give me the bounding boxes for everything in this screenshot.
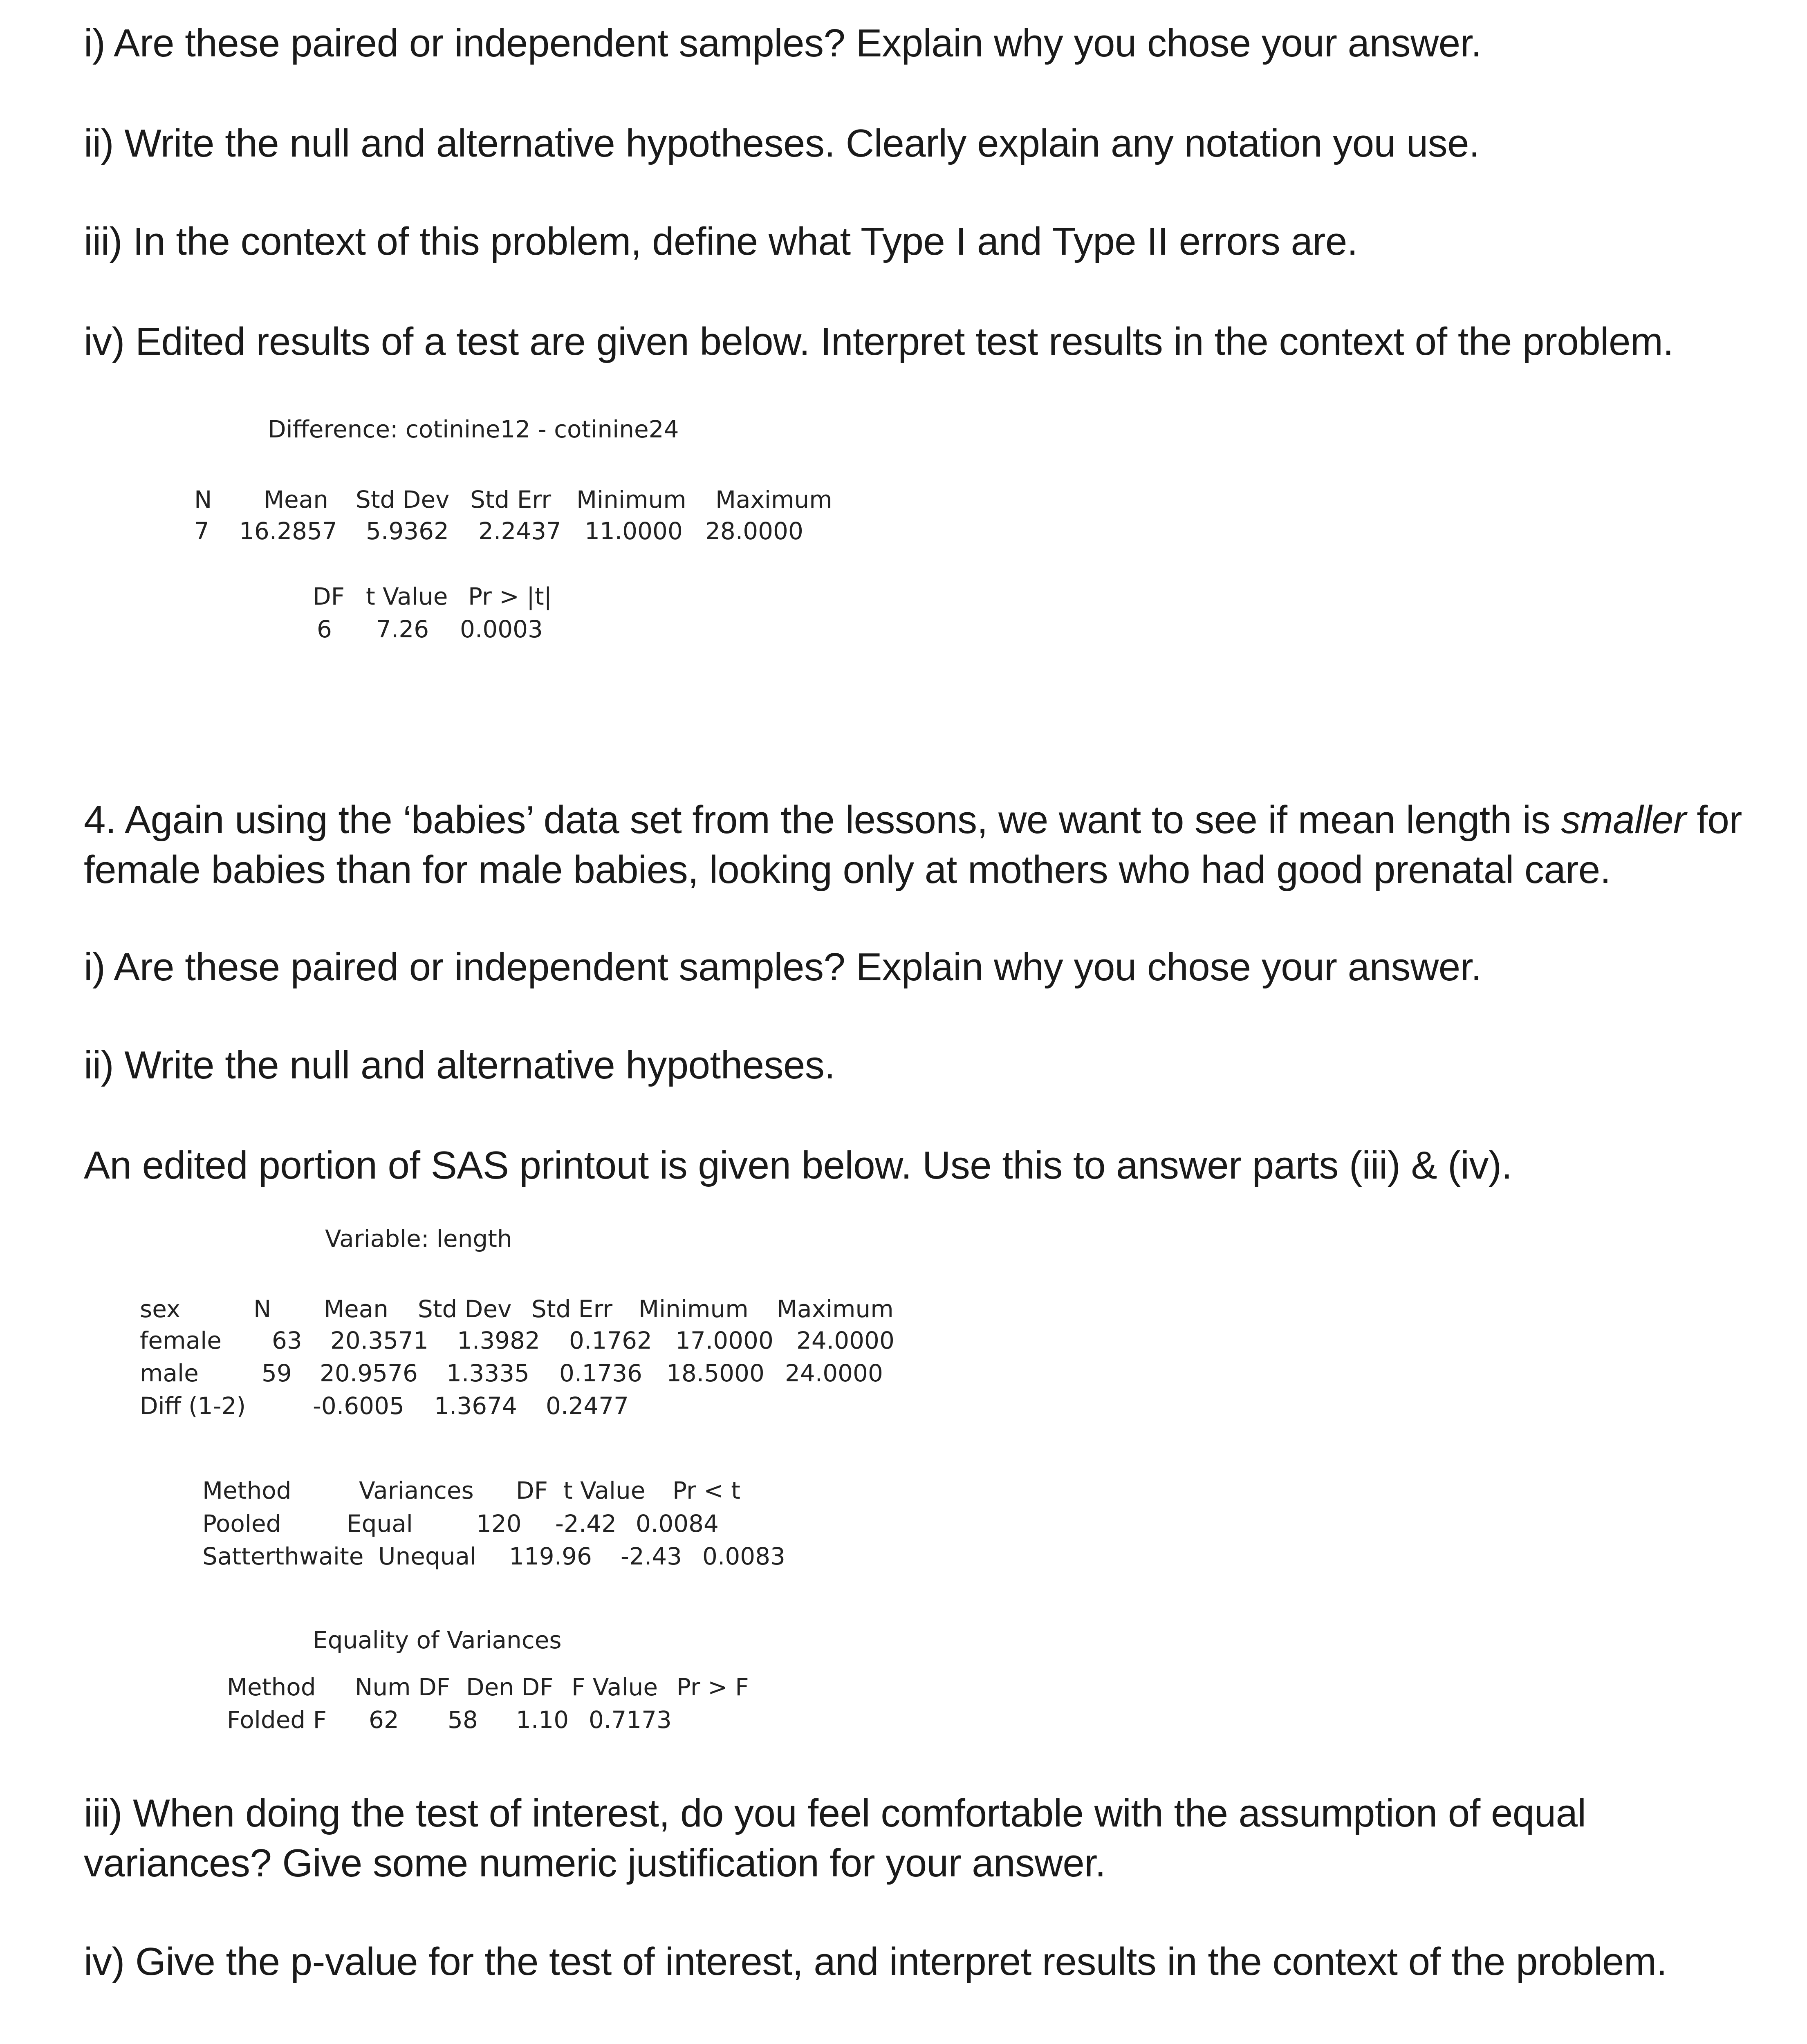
- q3-stats-value: 5.9362: [366, 517, 449, 545]
- q3-stats-value: 2.2437: [478, 517, 561, 545]
- q4-equality-title: Equality of Variances: [313, 1626, 562, 1654]
- q4-stats-cell: female: [140, 1327, 222, 1354]
- q3-test-header: DF: [313, 583, 345, 610]
- q4-ttest-header: t Value: [563, 1477, 646, 1504]
- q4-stats-header: Std Dev: [418, 1295, 512, 1323]
- q4-stats-cell: 17.0000: [675, 1327, 773, 1354]
- q4-ttest-header: Variances: [359, 1477, 474, 1504]
- q4-stats-cell: 1.3335: [446, 1359, 529, 1387]
- q4-equality-cell: 62: [369, 1706, 399, 1734]
- q3-stats-value: 16.2857: [239, 517, 337, 545]
- q4-part-ii: ii) Write the null and alternative hypotheses.: [84, 1043, 835, 1087]
- q4-intro-text: 4. Again using the ‘babies’ data set from the lessons, we want to see if mean length is: [84, 798, 1561, 842]
- q4-equality-header: F Value: [572, 1673, 658, 1701]
- q4-stats-cell: 0.2477: [546, 1392, 629, 1420]
- q4-stats-header: Std Err: [531, 1295, 613, 1323]
- q3-part-ii: ii) Write the null and alternative hypotheses. Clearly explain any notation you use.: [84, 121, 1480, 165]
- q3-difference-title: Difference: cotinine12 - cotinine24: [268, 415, 679, 443]
- q3-part-iv: iv) Edited results of a test are given below. Interpret test results in the context of the problem.: [84, 320, 1674, 363]
- q4-ttest-header: Method: [202, 1477, 291, 1504]
- q4-ttest-cell: -2.42: [555, 1510, 617, 1537]
- q4-stats-cell: 1.3674: [434, 1392, 517, 1420]
- q4-stats-cell: 0.1762: [569, 1327, 652, 1354]
- q4-intro-emphasis: smaller: [1561, 798, 1686, 842]
- q4-ttest-cell: Satterthwaite: [202, 1542, 364, 1570]
- q3-stats-value: 7: [194, 517, 209, 545]
- q4-ttest-cell: 120: [476, 1510, 522, 1537]
- q4-ttest-cell: 0.0084: [636, 1510, 719, 1537]
- q4-equality-cell: Folded F: [227, 1706, 327, 1734]
- q4-ttest-header: DF: [516, 1477, 548, 1504]
- q4-stats-header: N: [253, 1295, 271, 1323]
- q4-stats-cell: 59: [262, 1359, 292, 1387]
- q4-stats-cell: male: [140, 1359, 199, 1387]
- q4-stats-cell: 0.1736: [559, 1359, 642, 1387]
- q4-stats-cell: -0.6005: [313, 1392, 404, 1420]
- q3-test-value: 6: [317, 615, 332, 643]
- q3-part-iii: iii) In the context of this problem, define what Type I and Type II errors are.: [84, 220, 1358, 263]
- q4-stats-header: Minimum: [639, 1295, 749, 1323]
- q4-stats-cell: 20.9576: [320, 1359, 418, 1387]
- q4-stats-cell: 1.3982: [457, 1327, 540, 1354]
- q4-part-i: i) Are these paired or independent samples? Explain why you chose your answer.: [84, 945, 1482, 989]
- q3-part-i: i) Are these paired or independent samples? Explain why you chose your answer.: [84, 21, 1482, 65]
- q4-stats-cell: 18.5000: [666, 1359, 764, 1387]
- q4-equality-cell: 0.7173: [589, 1706, 672, 1734]
- q4-stats-cell: Diff (1-2): [140, 1392, 246, 1420]
- q4-stats-header: Mean: [324, 1295, 389, 1323]
- q3-stats-value: 11.0000: [585, 517, 683, 545]
- q3-stats-header: Mean: [264, 486, 329, 513]
- q4-ttest-cell: Pooled: [202, 1510, 281, 1537]
- q3-stats-value: 28.0000: [705, 517, 803, 545]
- q4-intro: [84, 795, 1776, 895]
- q4-equality-header: Method: [227, 1673, 316, 1701]
- q4-equality-cell: 1.10: [516, 1706, 569, 1734]
- q4-equality-cell: 58: [448, 1706, 478, 1734]
- q4-ttest-cell: 0.0083: [702, 1542, 785, 1570]
- q4-ttest-cell: -2.43: [621, 1542, 682, 1570]
- q4-stats-header: sex: [140, 1295, 181, 1323]
- q4-equality-header: Den DF: [466, 1673, 554, 1701]
- q4-stats-cell: 20.3571: [330, 1327, 428, 1354]
- q3-test-value: 7.26: [376, 615, 429, 643]
- q4-equality-header: Pr > F: [677, 1673, 749, 1701]
- q4-part-iv: iv) Give the p-value for the test of interest, and interpret results in the context of the problem.: [84, 1940, 1667, 1983]
- q4-equality-header: Num DF: [355, 1673, 451, 1701]
- q3-stats-header: N: [194, 486, 212, 513]
- q3-test-header: Pr > |t|: [468, 583, 552, 610]
- q4-stats-cell: 24.0000: [796, 1327, 895, 1354]
- q4-intro-text-end: for female babies than for male babies, looking only at mothers who had good prenatal care.: [84, 798, 1742, 892]
- q4-stats-header: Maximum: [777, 1295, 894, 1323]
- q3-test-header: t Value: [366, 583, 448, 610]
- q3-stats-header: Std Dev: [356, 486, 450, 513]
- q4-ttest-cell: Equal: [347, 1510, 413, 1537]
- q4-ttest-cell: Unequal: [378, 1542, 477, 1570]
- q3-stats-header: Maximum: [715, 486, 832, 513]
- q4-printout-intro: An edited portion of SAS printout is given below. Use this to answer parts (iii) & (iv).: [84, 1143, 1512, 1187]
- q4-ttest-header: Pr < t: [673, 1477, 741, 1504]
- q3-stats-header: Minimum: [576, 486, 686, 513]
- q4-stats-cell: 63: [272, 1327, 302, 1354]
- q4-ttest-cell: 119.96: [509, 1542, 592, 1570]
- q4-part-iii: iii) When doing the test of interest, do you feel comfortable with the assumption of equal variances? Give some numeric justification for your answer.: [84, 1791, 1586, 1885]
- q3-stats-header: Std Err: [470, 486, 552, 513]
- q3-test-value: 0.0003: [460, 615, 543, 643]
- q4-stats-cell: 24.0000: [785, 1359, 883, 1387]
- q4-variable-title: Variable: length: [325, 1225, 512, 1253]
